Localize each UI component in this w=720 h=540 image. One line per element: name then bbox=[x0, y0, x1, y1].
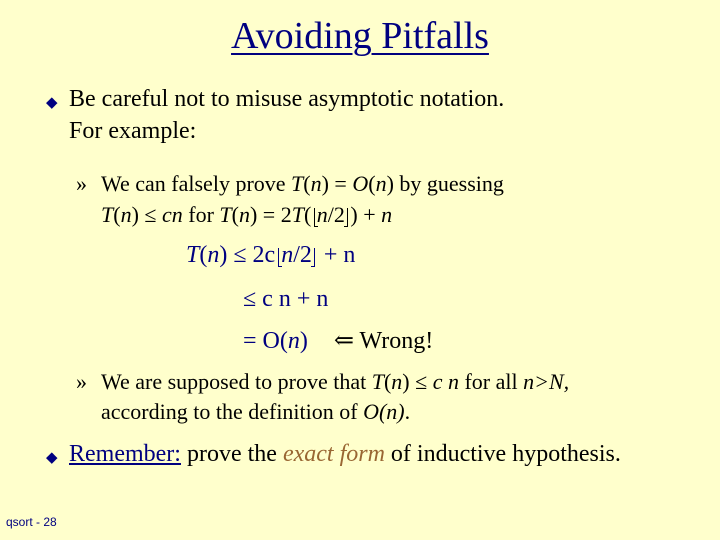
equation-line-1: T(n) ≤ 2c n/2 + n bbox=[186, 242, 356, 268]
floor-expression: n/2 bbox=[316, 202, 345, 227]
bullet-1-line-1: Be careful not to misuse asymptotic notation. bbox=[69, 86, 505, 112]
sub-bullet-1-line-2: T(n) ≤ cn for T(n) = 2T( n/2 ) + n bbox=[101, 202, 393, 227]
bullet-1-line-2: For example: bbox=[69, 118, 197, 144]
bullet-2: Remember: prove the exact form of inductive hypothesis. bbox=[69, 441, 621, 467]
equation-line-2: ≤ c n + n bbox=[243, 286, 329, 312]
sub-bullet-1-line-1: We can falsely prove T(n) = O(n) by guessing bbox=[101, 171, 504, 196]
slide-title: Avoiding Pitfalls bbox=[231, 15, 489, 57]
wrong-label: Wrong! bbox=[359, 328, 434, 354]
slide-footer: qsort - 28 bbox=[6, 515, 57, 529]
left-arrow-icon: ⇐ bbox=[333, 328, 354, 354]
sub-bullet-2-line-2: according to the definition of O(n). bbox=[101, 399, 411, 424]
equation-line-3: = O(n) ⇐ Wrong! bbox=[243, 328, 434, 354]
diamond-bullet-icon-2: ◆ bbox=[46, 450, 58, 466]
floor-expression-2: n/2 bbox=[281, 242, 312, 268]
diamond-bullet-icon: ◆ bbox=[46, 95, 58, 111]
sub-bullet-marker: » bbox=[76, 171, 87, 196]
sub-bullet-marker-2: » bbox=[76, 369, 87, 394]
remember-link[interactable]: Remember: bbox=[69, 441, 181, 467]
sub-bullet-2-line-1: We are supposed to prove that T(n) ≤ c n for all n>N, bbox=[101, 369, 570, 394]
